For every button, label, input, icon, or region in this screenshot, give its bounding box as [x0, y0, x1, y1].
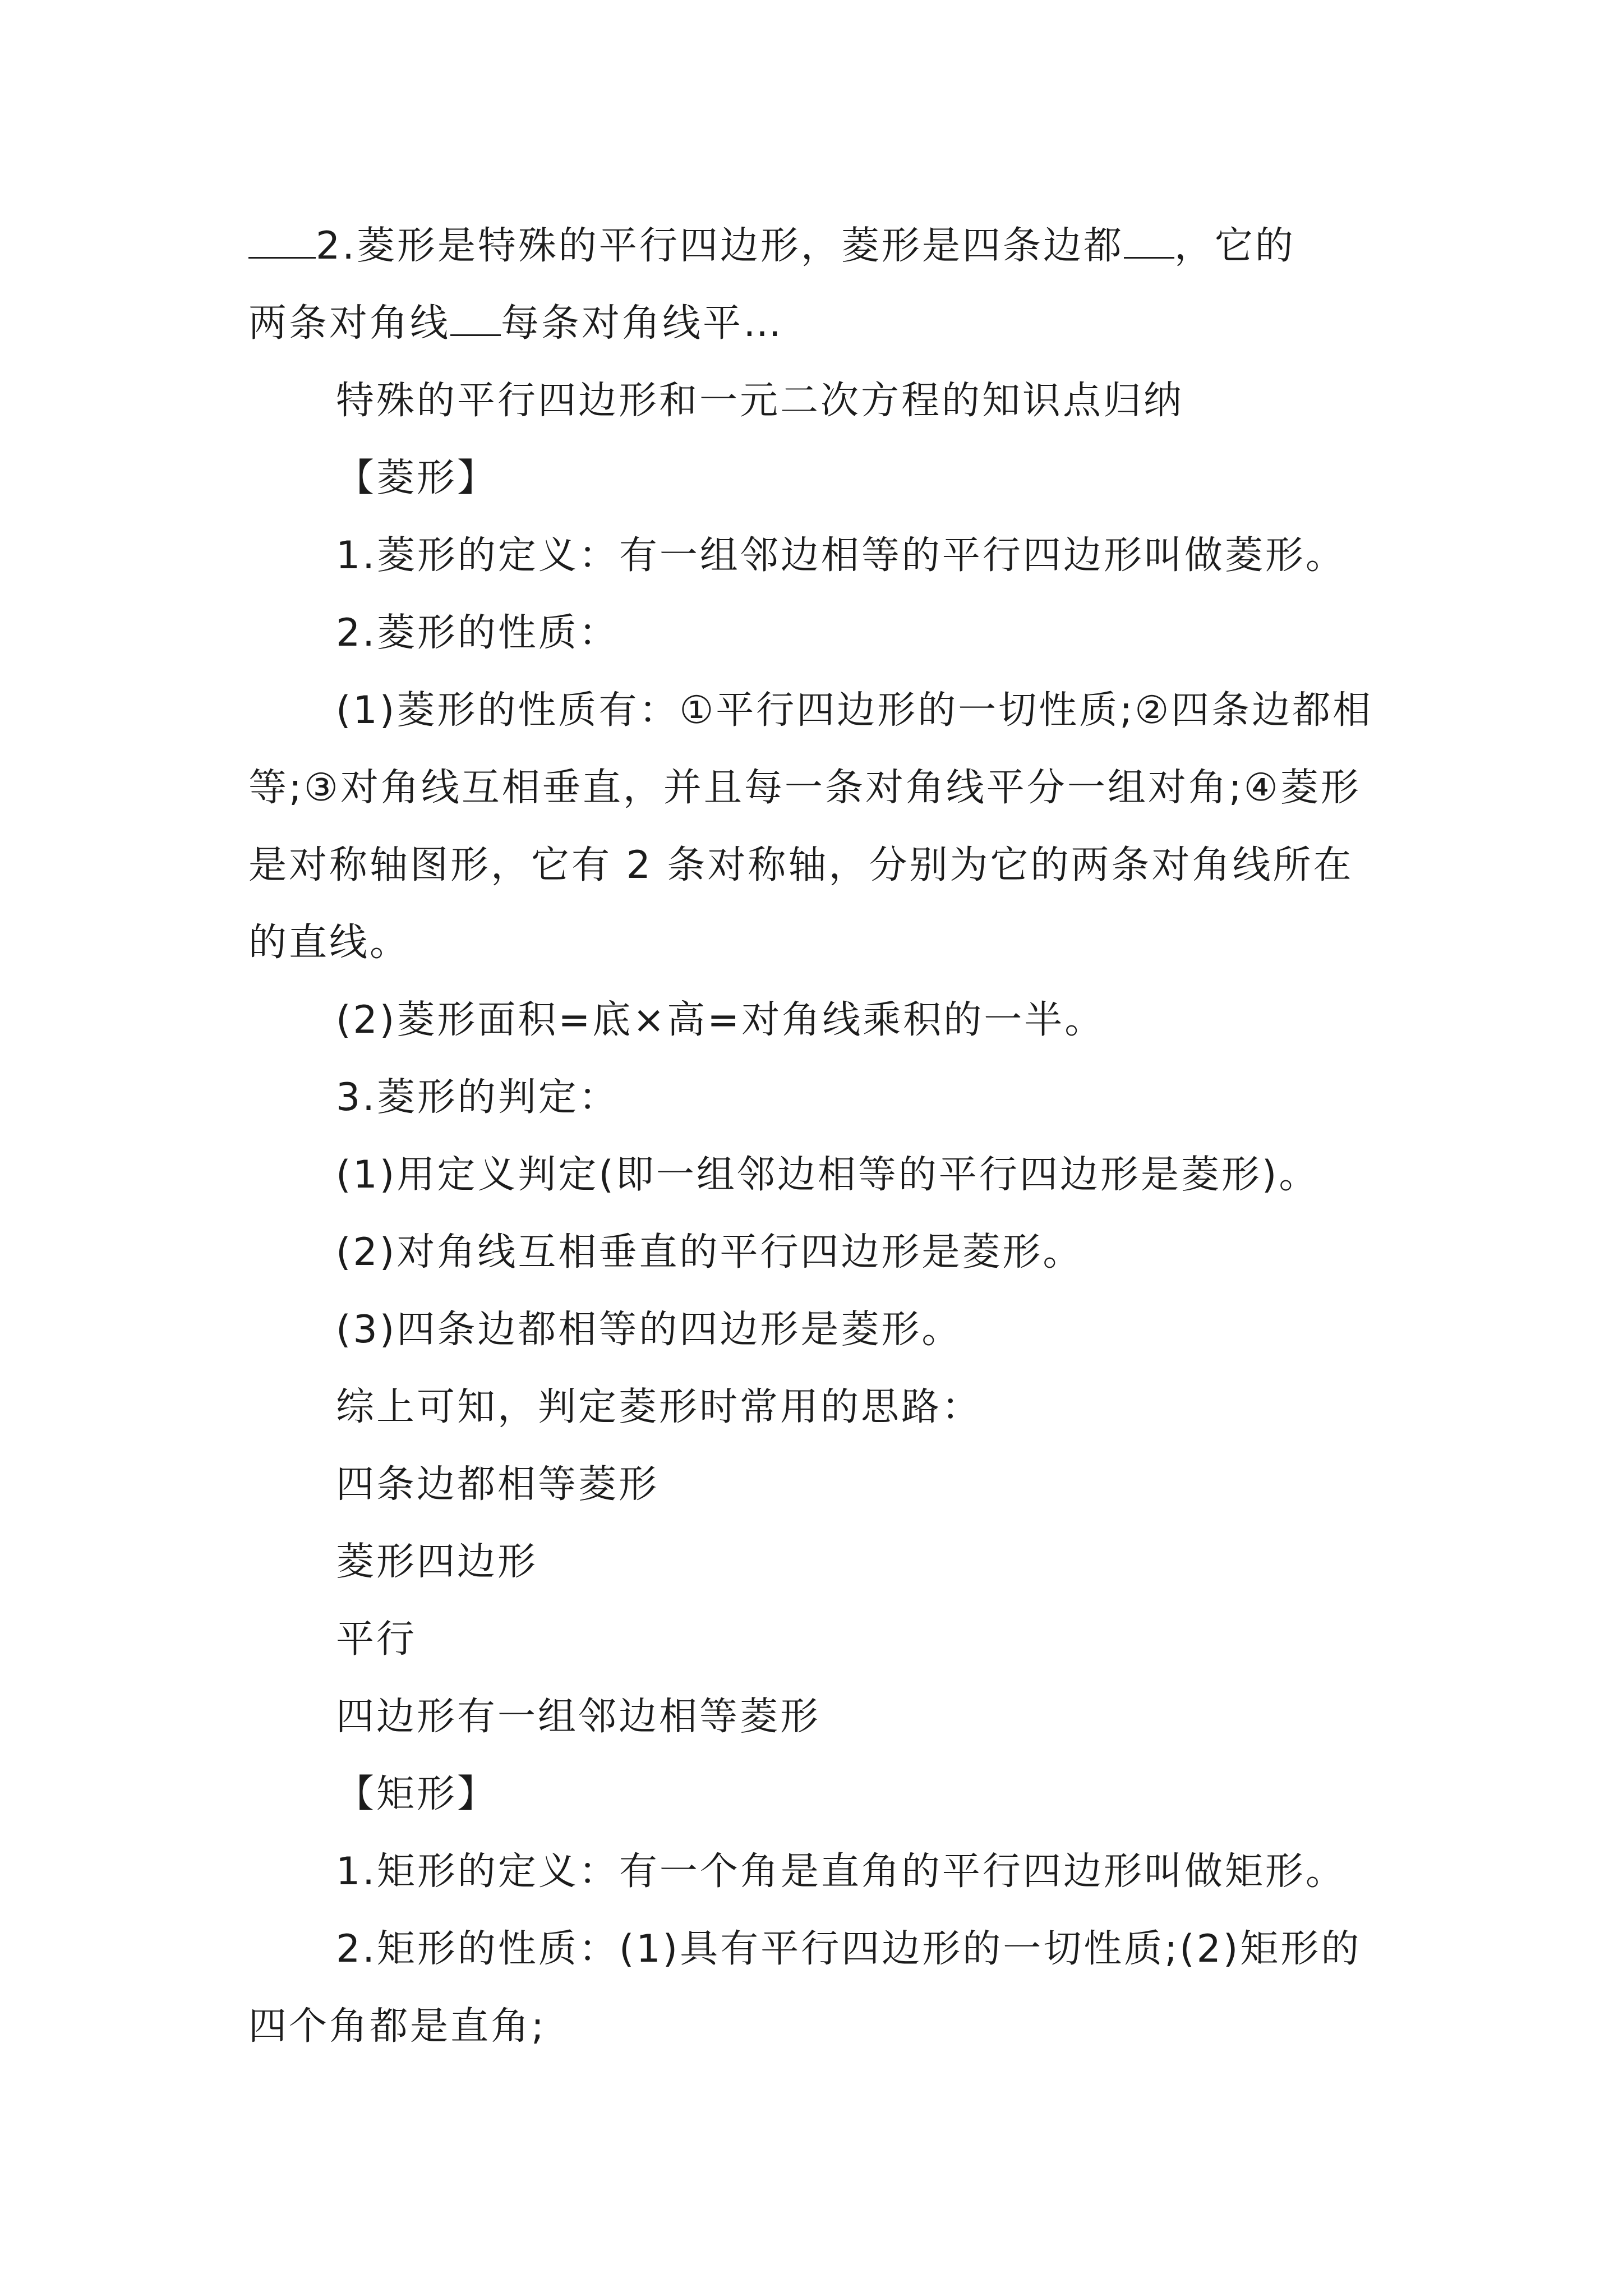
rhombus-flow-2: 菱形四边形: [336, 1540, 538, 1584]
rectangle-properties: 2.矩形的性质：(1)具有平行四边形的一切性质;(2)矩形的四个角都是直角;: [248, 1927, 1362, 2049]
rhombus-properties-heading: 2.菱形的性质：: [336, 611, 619, 655]
document-title: 特殊的平行四边形和一元二次方程的知识点归纳: [336, 379, 1184, 423]
rhombus-flow-1: 四条边都相等菱形: [336, 1462, 660, 1507]
intro-line1-text: 2.菱形是特殊的平行四边形，菱形是四条边都: [316, 224, 1124, 268]
rhombus-criterion-3: (3)四条边都相等的四边形是菱形。: [336, 1308, 962, 1352]
fill-blank: [450, 305, 501, 336]
document-body: [248, 208, 1387, 2065]
rhombus-flow-3: 平行: [336, 1617, 417, 1662]
rhombus-criterion-1: (1)用定义判定(即一组邻边相等的平行四边形是菱形)。: [336, 1153, 1320, 1197]
intro-line1-tail: ，它的: [1174, 224, 1295, 268]
intro-line2-tail: 每条对角线平…: [501, 301, 784, 346]
rhombus-flow-4: 四边形有一组邻边相等菱形: [336, 1695, 821, 1739]
rhombus-definition: 1.菱形的定义：有一组邻边相等的平行四边形叫做菱形。: [336, 533, 1346, 578]
rhombus-summary: 综上可知，判定菱形时常用的思路：: [336, 1385, 983, 1429]
fill-blank: [248, 228, 316, 259]
rhombus-criteria-heading: 3.菱形的判定：: [336, 1075, 619, 1120]
rhombus-heading: 【菱形】: [336, 456, 498, 500]
fill-blank: [1124, 228, 1174, 259]
rhombus-property-1: (1)菱形的性质有：①平行四边形的一切性质;②四条边都相等;③对角线互相垂直，并且每一条对角线平分一组对角;④菱形是对称轴图形，它有 2 条对称轴，分别为它的两条对角线所在的直线。: [248, 688, 1373, 965]
rhombus-property-2: (2)菱形面积=底×高=对角线乘积的一半。: [336, 998, 1105, 1042]
rhombus-criterion-2: (2)对角线互相垂直的平行四边形是菱形。: [336, 1230, 1083, 1274]
rectangle-definition: 1.矩形的定义：有一个角是直角的平行四边形叫做矩形。: [336, 1849, 1346, 1894]
intro-line2-head: 两条对角线: [248, 301, 451, 346]
rectangle-heading: 【矩形】: [336, 1772, 498, 1816]
intro-paragraph: [248, 208, 1387, 362]
